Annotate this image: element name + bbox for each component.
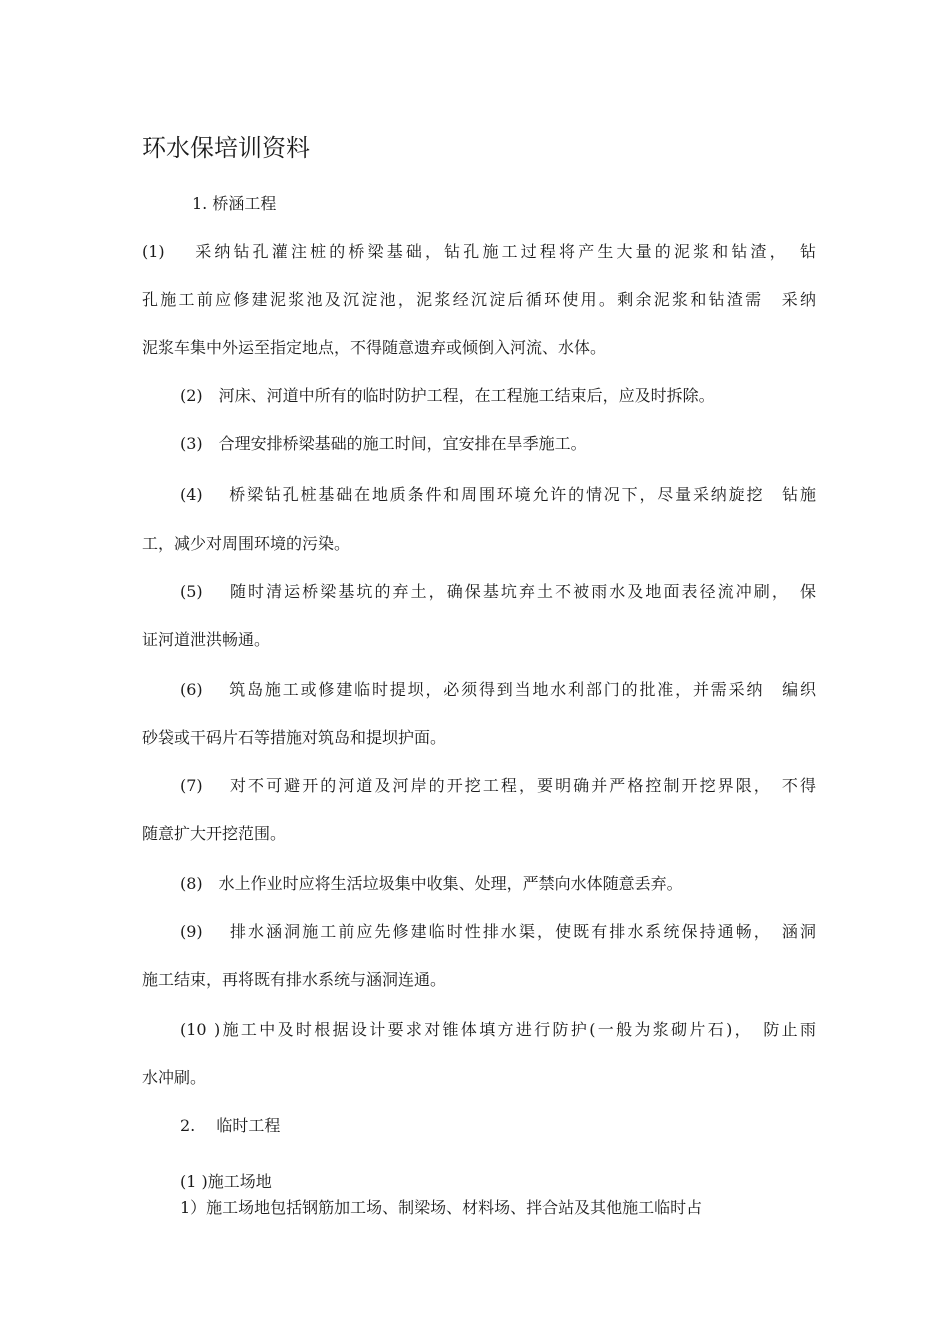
paragraph-line: 工，减少对周围环境的污染。 <box>142 534 351 553</box>
paragraph-line: (7) 对不可避开的河道及河岸的开挖工程，要明确并严格控制开挖界限， 不得 <box>180 776 816 795</box>
section-1-heading: 1. 桥涵工程 <box>192 194 277 213</box>
paragraph-line: (9) 排水涵洞施工前应先修建临时性排水渠，使既有排水系统保持通畅， 涵洞 <box>180 922 816 941</box>
paragraph-line: (10 )施工中及时根据设计要求对锥体填方进行防护(一般为浆砌片石)， 防止雨 <box>180 1020 816 1039</box>
paragraph-line: (4) 桥梁钻孔桩基础在地质条件和周围环境允许的情况下，尽量采纳旋挖 钻施 <box>180 485 816 504</box>
paragraph-line: (3) 合理安排桥梁基础的施工时间，宜安排在旱季施工。 <box>180 434 587 453</box>
paragraph-line: 泥浆车集中外运至指定地点，不得随意遗弃或倾倒入河流、水体。 <box>142 338 607 357</box>
section-2-heading: 2. 临时工程 <box>180 1116 281 1135</box>
paragraph-line: (6) 筑岛施工或修建临时提坝，必须得到当地水利部门的批准，并需采纳 编织 <box>180 680 816 699</box>
paragraph-line: 水冲刷。 <box>142 1068 207 1087</box>
paragraph-line: (1) 采纳钻孔灌注桩的桥梁基础，钻孔施工过程将产生大量的泥浆和钻渣， 钻 <box>142 242 816 261</box>
paragraph-line: (8) 水上作业时应将生活垃圾集中收集、处理，严禁向水体随意丢弃。 <box>180 874 683 893</box>
paragraph-line: (5) 随时清运桥梁基坑的弃土，确保基坑弃土不被雨水及地面表径流冲刷， 保 <box>180 582 816 601</box>
paragraph-line: 1）施工场地包括钢筋加工场、制梁场、材料场、拌合站及其他施工临时占 <box>180 1198 703 1217</box>
subsection-heading: (1 )施工场地 <box>180 1172 272 1191</box>
paragraph-line: 证河道泄洪畅通。 <box>142 630 271 649</box>
paragraph-line: 随意扩大开挖范围。 <box>142 824 287 843</box>
document-title: 环水保培训资料 <box>142 134 310 162</box>
paragraph-line: (2) 河床、河道中所有的临时防护工程，在工程施工结束后，应及时拆除。 <box>180 386 715 405</box>
paragraph-line: 施工结束，再将既有排水系统与涵洞连通。 <box>142 970 447 989</box>
paragraph-line: 孔施工前应修建泥浆池及沉淀池，泥浆经沉淀后循环使用。剩余泥浆和钻渣需 采纳 <box>142 290 816 309</box>
paragraph-line: 砂袋或干码片石等措施对筑岛和提坝护面。 <box>142 728 447 747</box>
